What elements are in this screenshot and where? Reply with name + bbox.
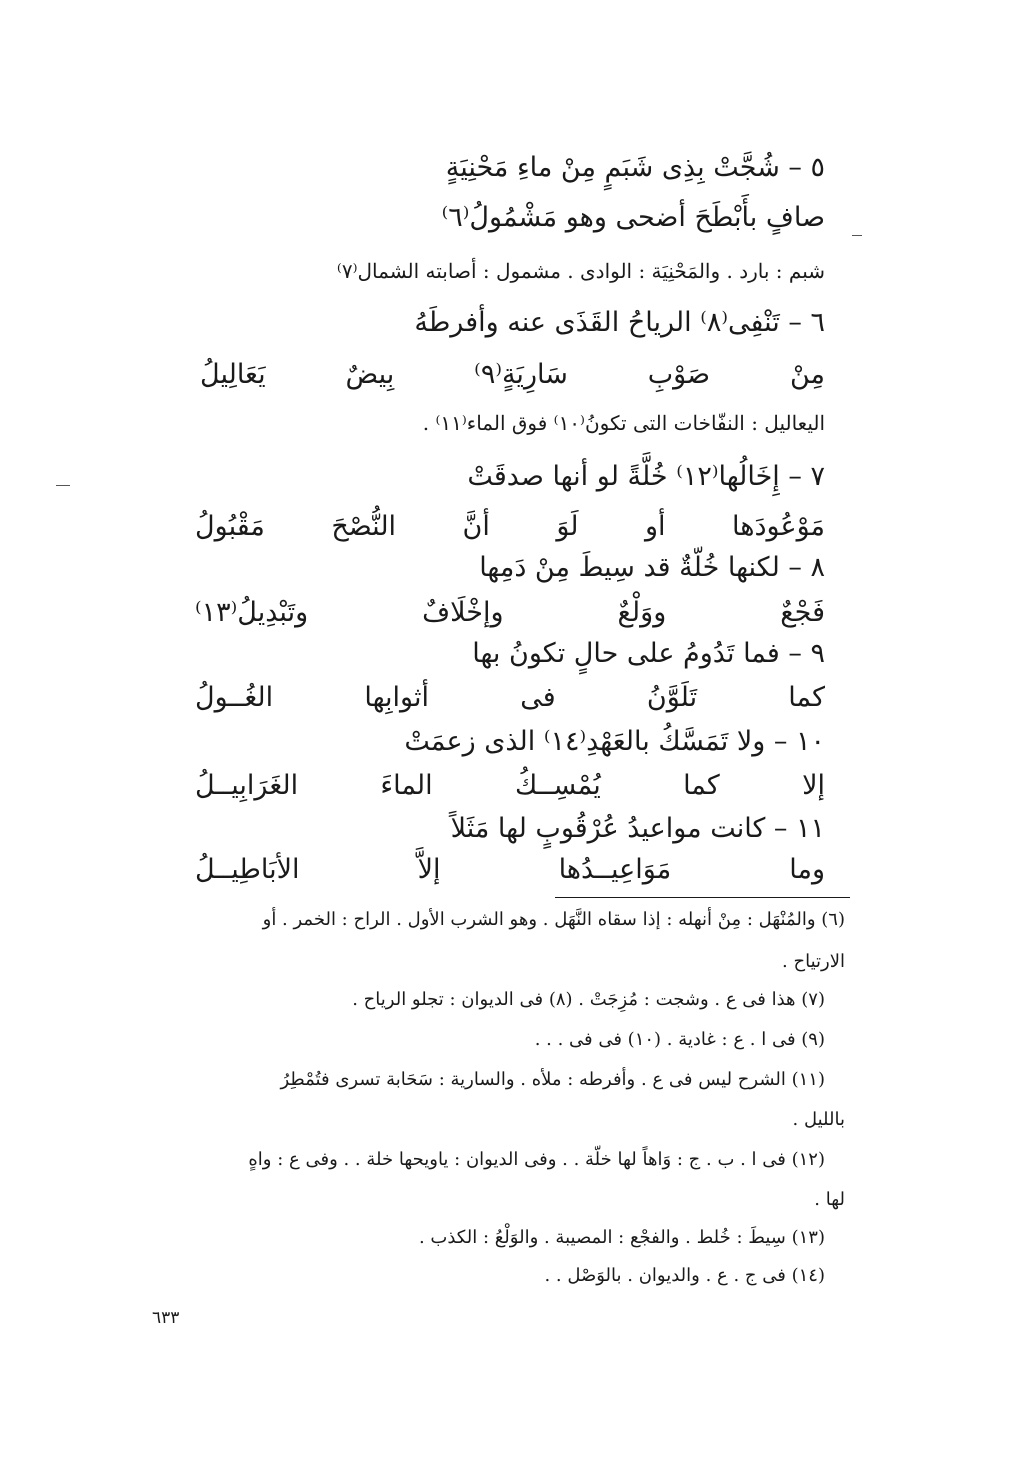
footnote-separator [555, 897, 850, 898]
footnote-12-continuation: لها . [814, 1189, 845, 1210]
footnote-12: (١٢) فى ا . ب . ج : وَاهاً لها خلّة . . وفى الديوان : ياويحها خلة . . وفى ع : واهٍ [248, 1149, 825, 1170]
verse-5-second-hemistich: صافٍ بأَبْطَحَ أضحى وهو مَشْمُولُ⁽٦⁾ [441, 202, 825, 233]
gloss-line-2: اليعاليل : النفّاخات التى تكونُ⁽١٠⁾ فوق الماء⁽١١⁾ . [422, 411, 825, 435]
footnote-6-continuation: الارتياح . [782, 951, 845, 972]
footnote-6: (٦) والمُنْهَل : مِنْ أنهله : إذا سقاه النَّهَل . وهو الشرب الأول . الراح : الخمر . أو [262, 909, 845, 930]
verse-7-second-hemistich: مَوْعُودَها أو لَوَ أنَّ النُّصْحَ مَقْبُولُ [195, 511, 825, 542]
verse-9-first-hemistich: ٩ – فما تَدُومُ على حالٍ تكونُ بها [472, 638, 825, 669]
footnote-14: (١٤) فى ج . ع . والديوان . بالوَصْل . . [544, 1265, 825, 1286]
verse-7-first-hemistich: ٧ – إِخَالُها⁽١٢⁾ خُلَّةً لو أنها صدقَتْ [467, 461, 825, 492]
verse-11-second-hemistich: وما مَوَاعِيــدُها إلاَّ الأبَاطِيــلُ [195, 854, 825, 885]
verse-8-first-hemistich: ٨ – لكنها خُلّةٌ قد سِيطَ مِنْ دَمِها [479, 552, 825, 583]
verse-8-second-hemistich: فَجْعٌ ووَلْعٌ وإخْلَافٌ وتَبْدِيلُ⁽١٣⁾ [195, 597, 825, 628]
verse-10-second-hemistich: إلا كما يُمْسِــكُ الماءَ الغَرَابِيــلُ [195, 770, 825, 801]
footnote-11-continuation: بالليل . [792, 1109, 845, 1130]
verse-6-first-hemistich: ٦ – تَنْفِى⁽٨⁾ الرياحُ القَذَى عنه وأفرطَهُ [414, 307, 825, 338]
verse-11-first-hemistich: ١١ – كانت مواعيدُ عُرْقُوبٍ لها مَثَلاً [450, 813, 825, 844]
scan-mark [56, 485, 70, 486]
gloss-line-1: شبم : بارد . والمَحْنِيَة : الوادى . مشمول : أصابته الشمال⁽٧⁾ [336, 259, 825, 283]
verse-10-first-hemistich: ١٠ – ولا تَمَسَّكُ بالعَهْدِ⁽١٤⁾ الذى زعمَتْ [404, 726, 825, 757]
footnote-11: (١١) الشرح ليس فى ع . وأفرطه : ملأه . والسارية : سَحَابة تسرى فتُمْطِرُ [280, 1069, 825, 1090]
footnote-9-10: (٩) فى ا . ع : غادية . (١٠) فى فى . . . [534, 1029, 825, 1050]
footnote-13: (١٣) سِيطَ : خُلط . والفجْع : المصيبة . والوَلْعُ : الكذب . [418, 1227, 825, 1248]
scan-mark [852, 235, 862, 236]
verse-6-second-hemistich: مِنْ صَوْبِ سَارِيَةٍ⁽٩⁾ بِيضٌ يَعَالِيلُ [200, 359, 825, 390]
verse-9-second-hemistich: كما تَلَوَّنُ فى أثوابِها الغُــولُ [195, 682, 825, 713]
verse-5-first-hemistich: ٥ – شُجَّتْ بِذِى شَبَمٍ مِنْ ماءِ مَحْنِيَةٍ [445, 152, 825, 183]
page-number: ٦٣٣ [152, 1308, 180, 1328]
footnote-7-8: (٧) هذا فى ع . وشجت : مُزِجَتْ . (٨) فى الديوان : تجلو الرياح . [352, 989, 825, 1010]
